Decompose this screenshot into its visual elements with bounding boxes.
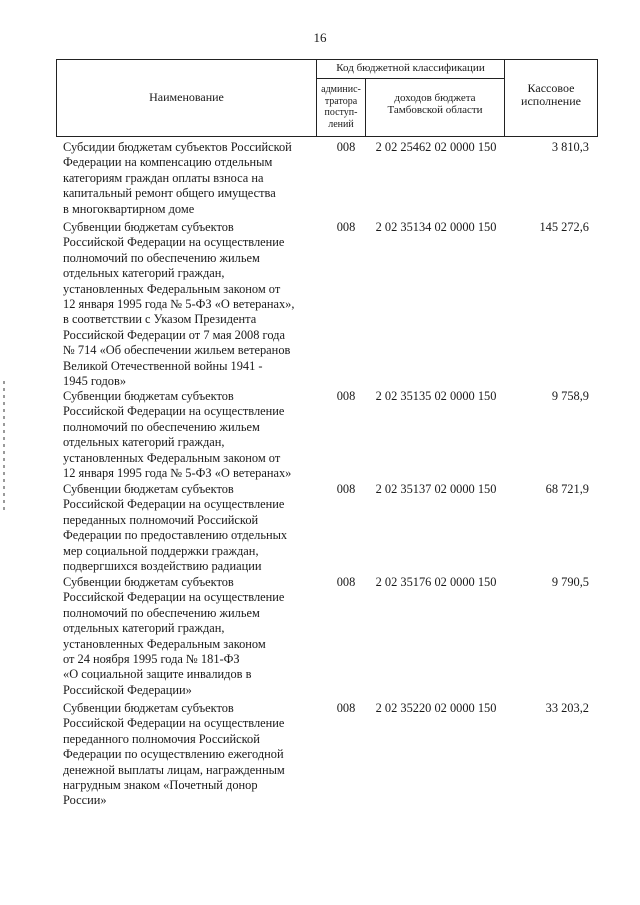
header-cash-label: Кассовое исполнение [521,81,581,108]
row-amount: 9 790,5 [551,575,589,589]
row-admin-code: 008 [336,701,356,715]
page-number: 16 [313,30,327,45]
row-admin-code: 008 [336,140,356,154]
row-revenue-code: 2 02 35220 02 0000 150 [375,701,497,715]
row-admin-code: 008 [336,389,356,403]
row-revenue-code: 2 02 35135 02 0000 150 [375,389,497,403]
row-revenue-code: 2 02 35134 02 0000 150 [375,220,497,234]
row-admin-code: 008 [336,575,356,589]
row-name: Субвенции бюджетам субъектов Российской Федерации на осуществление полномочий по обеспечению жильем отдельных категорий граждан, установленных Федеральным законом от 12 января 1995 года № 5-ФЗ «О ветеранах», в соответствии с Указом Президента Российской Федерации от 7 мая 2008 года № 714 «Об обеспечении жильем ветеранов Великой Отечественной войны 1941 - 1945 годов» [63,220,295,389]
row-revenue-code: 2 02 25462 02 0000 150 [375,140,497,154]
row-amount: 9 758,9 [551,389,589,403]
row-amount: 68 721,9 [545,482,589,496]
header-admin-label: админис- тратора поступ- лений [321,84,361,130]
scan-artifact [2,378,7,568]
header-name-label: Наименование [149,90,224,104]
header-code-group-label: Код бюджетной классификации [336,62,485,74]
header-revenue-label: доходов бюджета Тамбовской области [387,92,483,116]
row-revenue-code: 2 02 35176 02 0000 150 [375,575,497,589]
row-amount: 145 272,6 [539,220,589,234]
row-name: Субвенции бюджетам субъектов Российской Федерации на осуществление полномочий по обеспечению жильем отдельных категорий граждан, установленных Федеральным законом от 24 ноября 1995 года № 181-ФЗ «О социальной защите инвалидов в Российской Федерации» [63,575,285,697]
row-name: Субвенции бюджетам субъектов Российской Федерации на осуществление полномочий по обеспечению жильем отдельных категорий граждан, установленных Федеральным законом от 12 января 1995 года № 5-ФЗ «О ветеранах» [63,389,292,481]
row-name: Субвенции бюджетам субъектов Российской Федерации на осуществление переданного полномочия Российской Федерации по осуществлению ежегодной денежной выплаты лицам, награжденным нагрудным знаком «Почетный донор России» [63,701,285,808]
row-amount: 33 203,2 [545,701,589,715]
row-amount: 3 810,3 [551,140,589,154]
row-name: Субсидии бюджетам субъектов Российской Федерации на компенсацию отдельным категориям граждан оплаты взноса на капитальный ремонт общего имущества в многоквартирном доме [63,140,292,216]
row-admin-code: 008 [336,220,356,234]
row-name: Субвенции бюджетам субъектов Российской Федерации на осуществление переданных полномочий Российской Федерации по предоставлению отдельных мер социальной поддержки граждан, подвергшихся воздействию радиации [63,482,288,574]
row-admin-code: 008 [336,482,356,496]
row-revenue-code: 2 02 35137 02 0000 150 [375,482,497,496]
